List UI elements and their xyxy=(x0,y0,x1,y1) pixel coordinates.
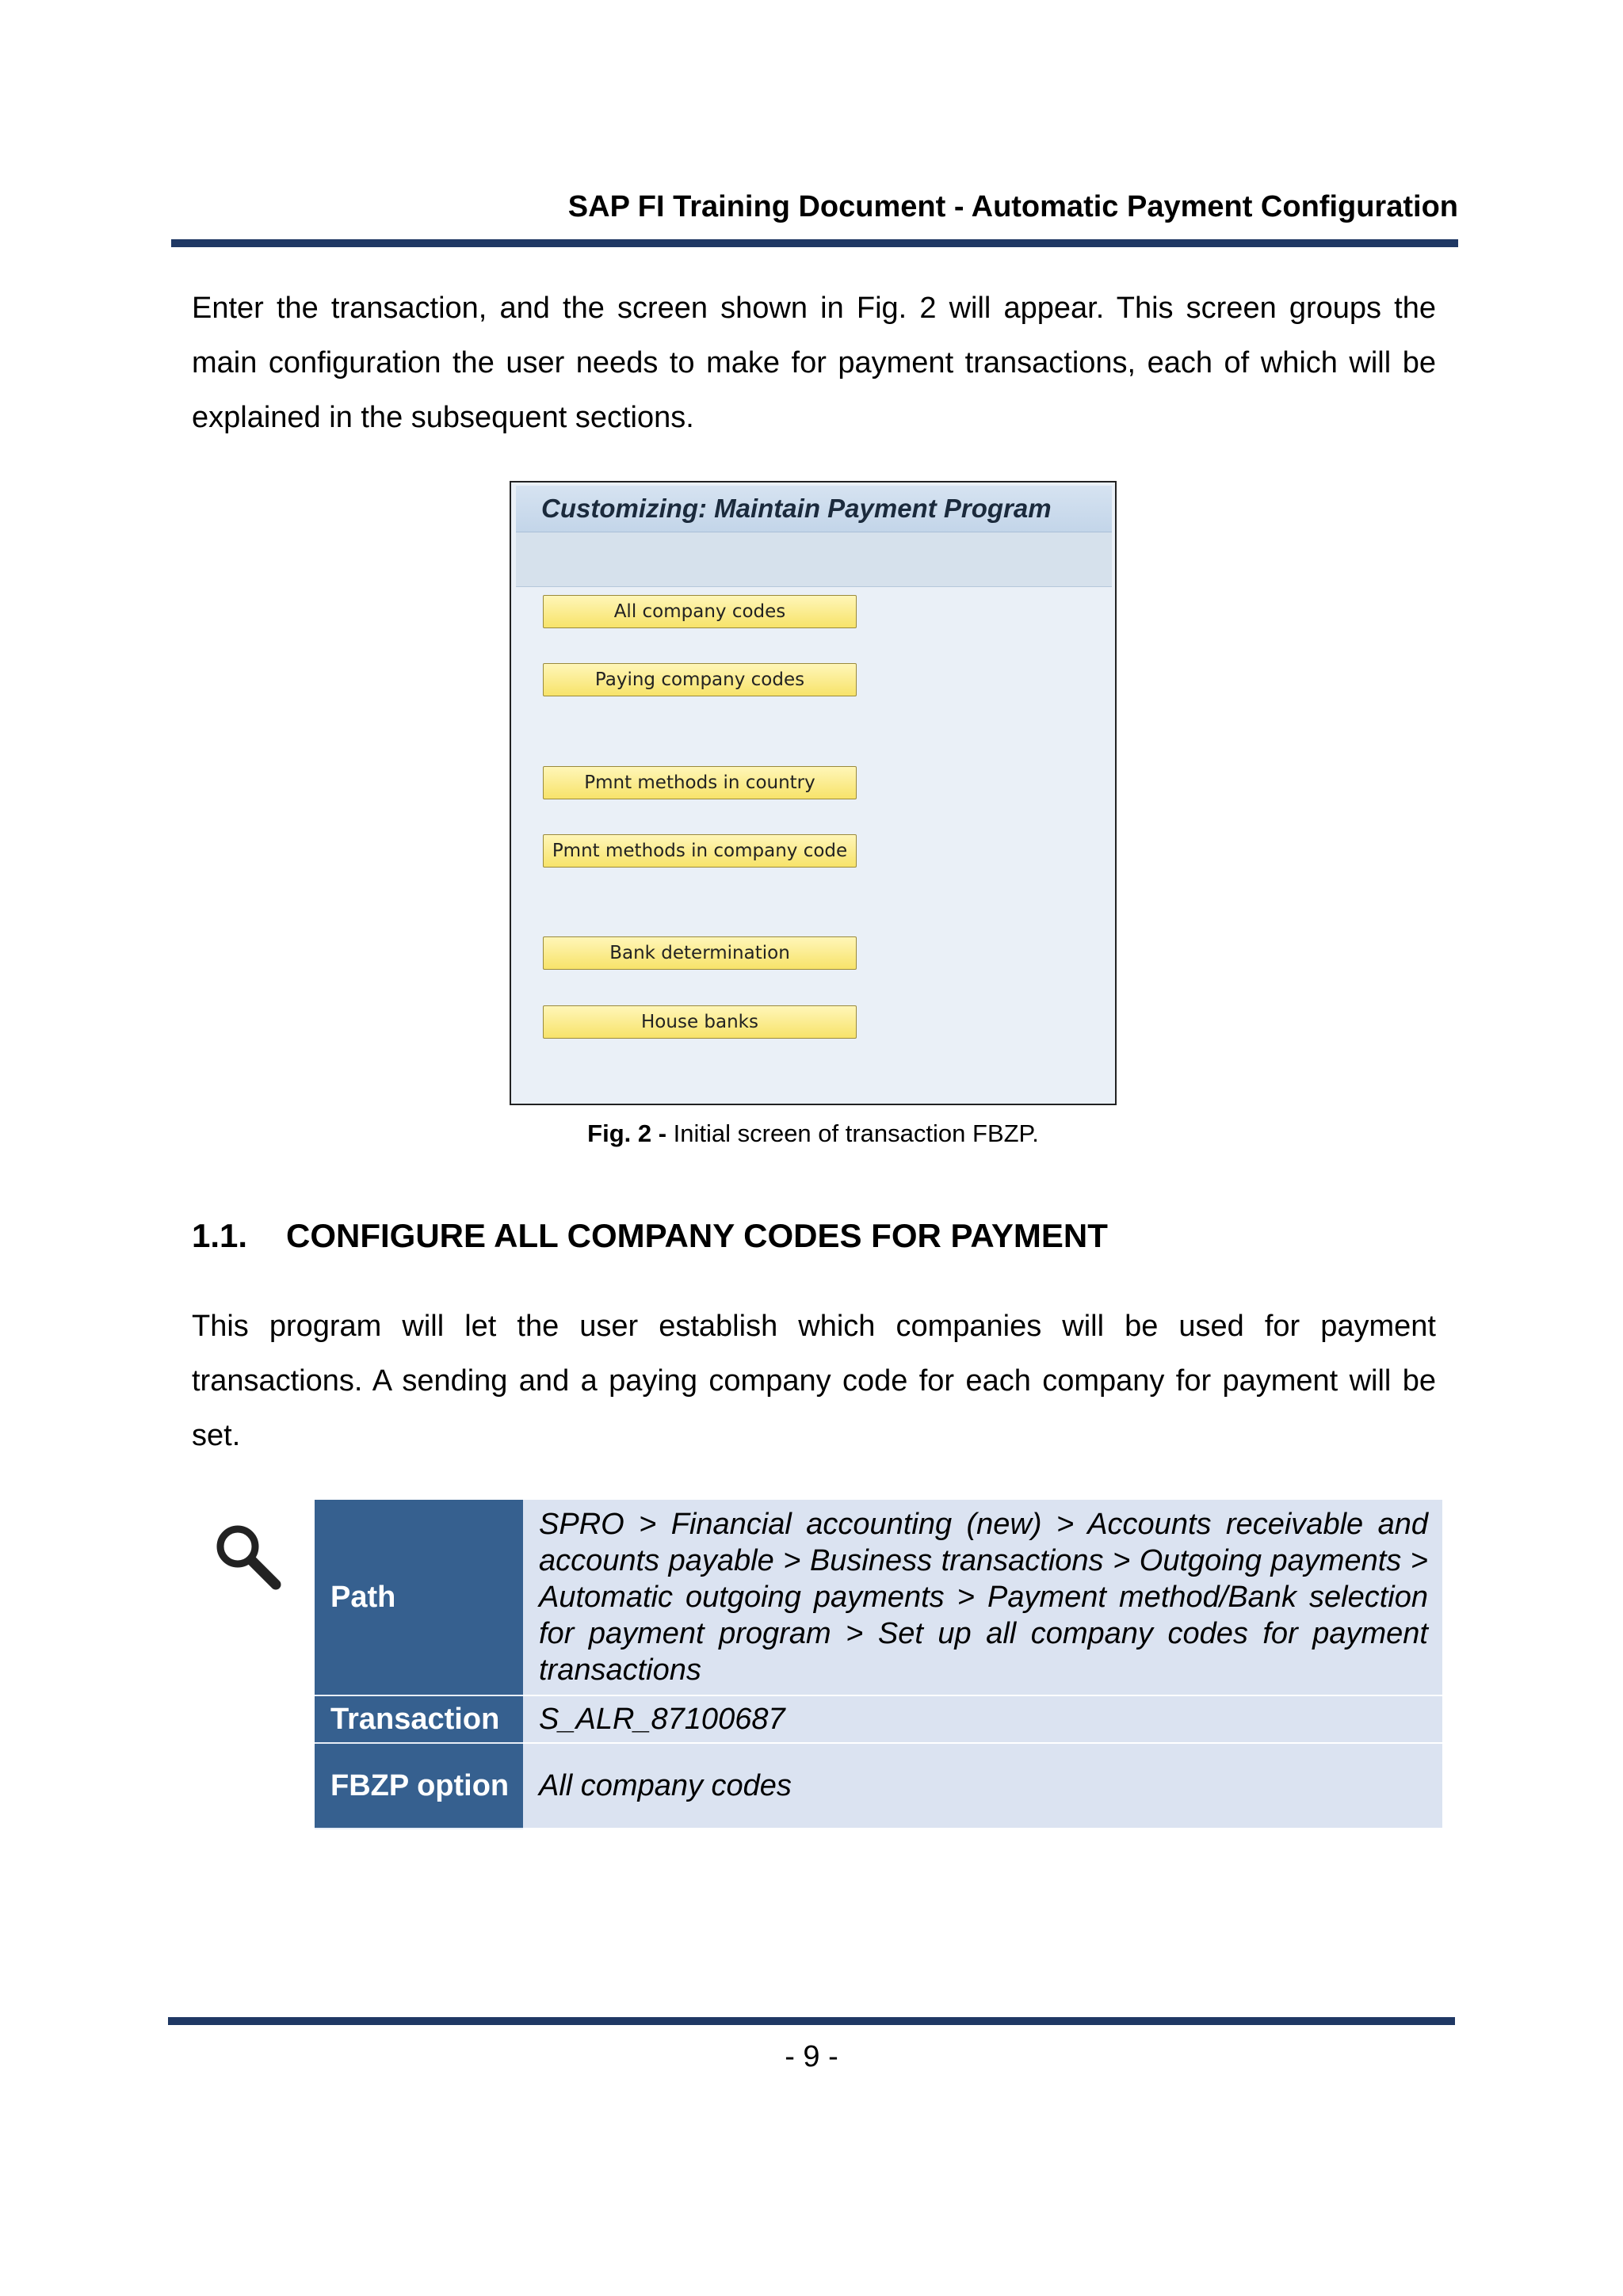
section-heading xyxy=(192,1217,1108,1255)
figure-caption-text: Initial screen of transaction FBZP. xyxy=(666,1119,1039,1147)
section-title: CONFIGURE ALL COMPANY CODES FOR PAYMENT xyxy=(286,1217,1108,1254)
sap-title-bar xyxy=(516,486,1112,532)
fbzp-option-label: FBZP option xyxy=(315,1743,523,1829)
header-rule xyxy=(171,239,1458,247)
intro-paragraph: Enter the transaction, and the screen shown in Fig. 2 will appear. This screen groups the main configuration the user needs to make for payment transactions, each of which will be explained in the subsequent sections. xyxy=(192,292,1436,434)
figure-sap-screen xyxy=(510,481,1117,1105)
sap-toolbar xyxy=(516,532,1112,587)
paying-company-codes-button[interactable]: Paying company codes xyxy=(543,663,857,696)
sap-window-title: Customizing: Maintain Payment Program xyxy=(541,494,1052,523)
magnifier-icon xyxy=(212,1521,284,1592)
pmnt-methods-company-code-button[interactable]: Pmnt methods in company code xyxy=(543,834,857,868)
table-row-transaction xyxy=(315,1695,1442,1743)
path-label: Path xyxy=(315,1500,523,1695)
all-company-codes-button[interactable]: All company codes xyxy=(543,595,857,628)
section-paragraph: This program will let the user establish which companies will be used for payment transactions. A sending and a paying company code for each company for payment will be set. xyxy=(192,1310,1436,1452)
transaction-label: Transaction xyxy=(315,1695,523,1743)
pmnt-methods-country-button[interactable]: Pmnt methods in country xyxy=(543,766,857,799)
path-value: SPRO > Financial accounting (new) > Accounts receivable and accounts payable > Business transactions > Outgoing payments > Automatic outgoing payments > Payment method/Bank selection for payment program > Set up all company codes for payment transactions xyxy=(523,1500,1442,1695)
figure-caption xyxy=(510,1119,1117,1148)
table-row-fbzp-option xyxy=(315,1743,1442,1829)
bank-determination-button[interactable]: Bank determination xyxy=(543,936,857,970)
figure-caption-label: Fig. 2 - xyxy=(587,1119,667,1147)
fbzp-option-value: All company codes xyxy=(523,1743,1442,1829)
transaction-value: S_ALR_87100687 xyxy=(523,1695,1442,1743)
document-header-title: SAP FI Training Document - Automatic Payment Configuration xyxy=(567,190,1458,223)
footer-rule xyxy=(168,2017,1455,2025)
house-banks-button[interactable]: House banks xyxy=(543,1005,857,1039)
page-number: - 9 - xyxy=(785,2040,838,2073)
path-info-table xyxy=(315,1500,1442,1829)
section-number: 1.1. xyxy=(192,1217,248,1254)
table-row-path xyxy=(315,1500,1442,1695)
